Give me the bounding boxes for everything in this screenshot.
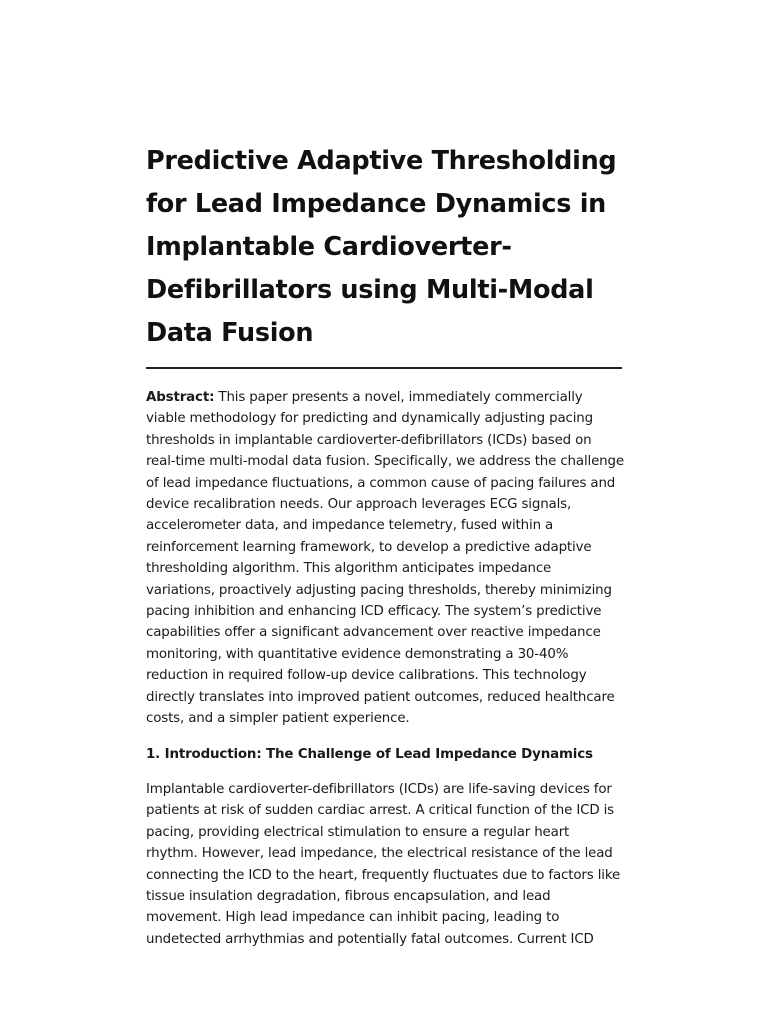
abstract-paragraph xyxy=(146,387,624,730)
paper-page xyxy=(146,140,624,950)
abstract-text: This paper presents a novel, immediately commercially viable methodology for predicting and dynamically adjusting pacing thresholds in implantable cardioverter-defibrillators (ICDs) based on real-time multi-modal data fusion. Specifically, we address the challenge of lead impedance fluctuations, a common cause of pacing failures and device recalibration needs. Our approach leverages ECG signals, accelerometer data, and impedance telemetry, fused within a reinforcement learning framework, to develop a predictive adaptive thresholding algorithm. This algorithm anticipates impedance variations, proactively adjusting pacing thresholds, thereby minimizing pacing inhibition and enhancing ICD efficacy. The system’s predictive capabilities offer a significant advancement over reactive impedance monitoring, with quantitative evidence demonstrating a 30-40% reduction in required follow-up device calibrations. This technology directly translates into improved patient outcomes, reduced healthcare costs, and a simpler patient experience. xyxy=(146,390,624,727)
abstract-label: Abstract: xyxy=(146,390,215,405)
title-divider xyxy=(146,367,622,369)
paper-title: Predictive Adaptive Thresholding for Lead Impedance Dynamics in Implantable Cardioverter-Defibrillators using Multi-Modal Data Fusion xyxy=(146,146,617,348)
introduction-paragraph: Implantable cardioverter-defibrillators (ICDs) are life-saving devices for patients at risk of sudden cardiac arrest. A critical function of the ICD is pacing, providing electrical stimulation to ensure a regular heart rhythm. However, lead impedance, the electrical resistance of the lead connecting the ICD to the heart, frequently fluctuates due to factors like tissue insulation degradation, fibrous encapsulation, and lead movement. High lead impedance can inhibit pacing, leading to undetected arrhythmias and potentially fatal outcomes. Current ICD xyxy=(146,781,621,947)
section-heading-introduction: 1. Introduction: The Challenge of Lead Impedance Dynamics xyxy=(146,746,593,762)
